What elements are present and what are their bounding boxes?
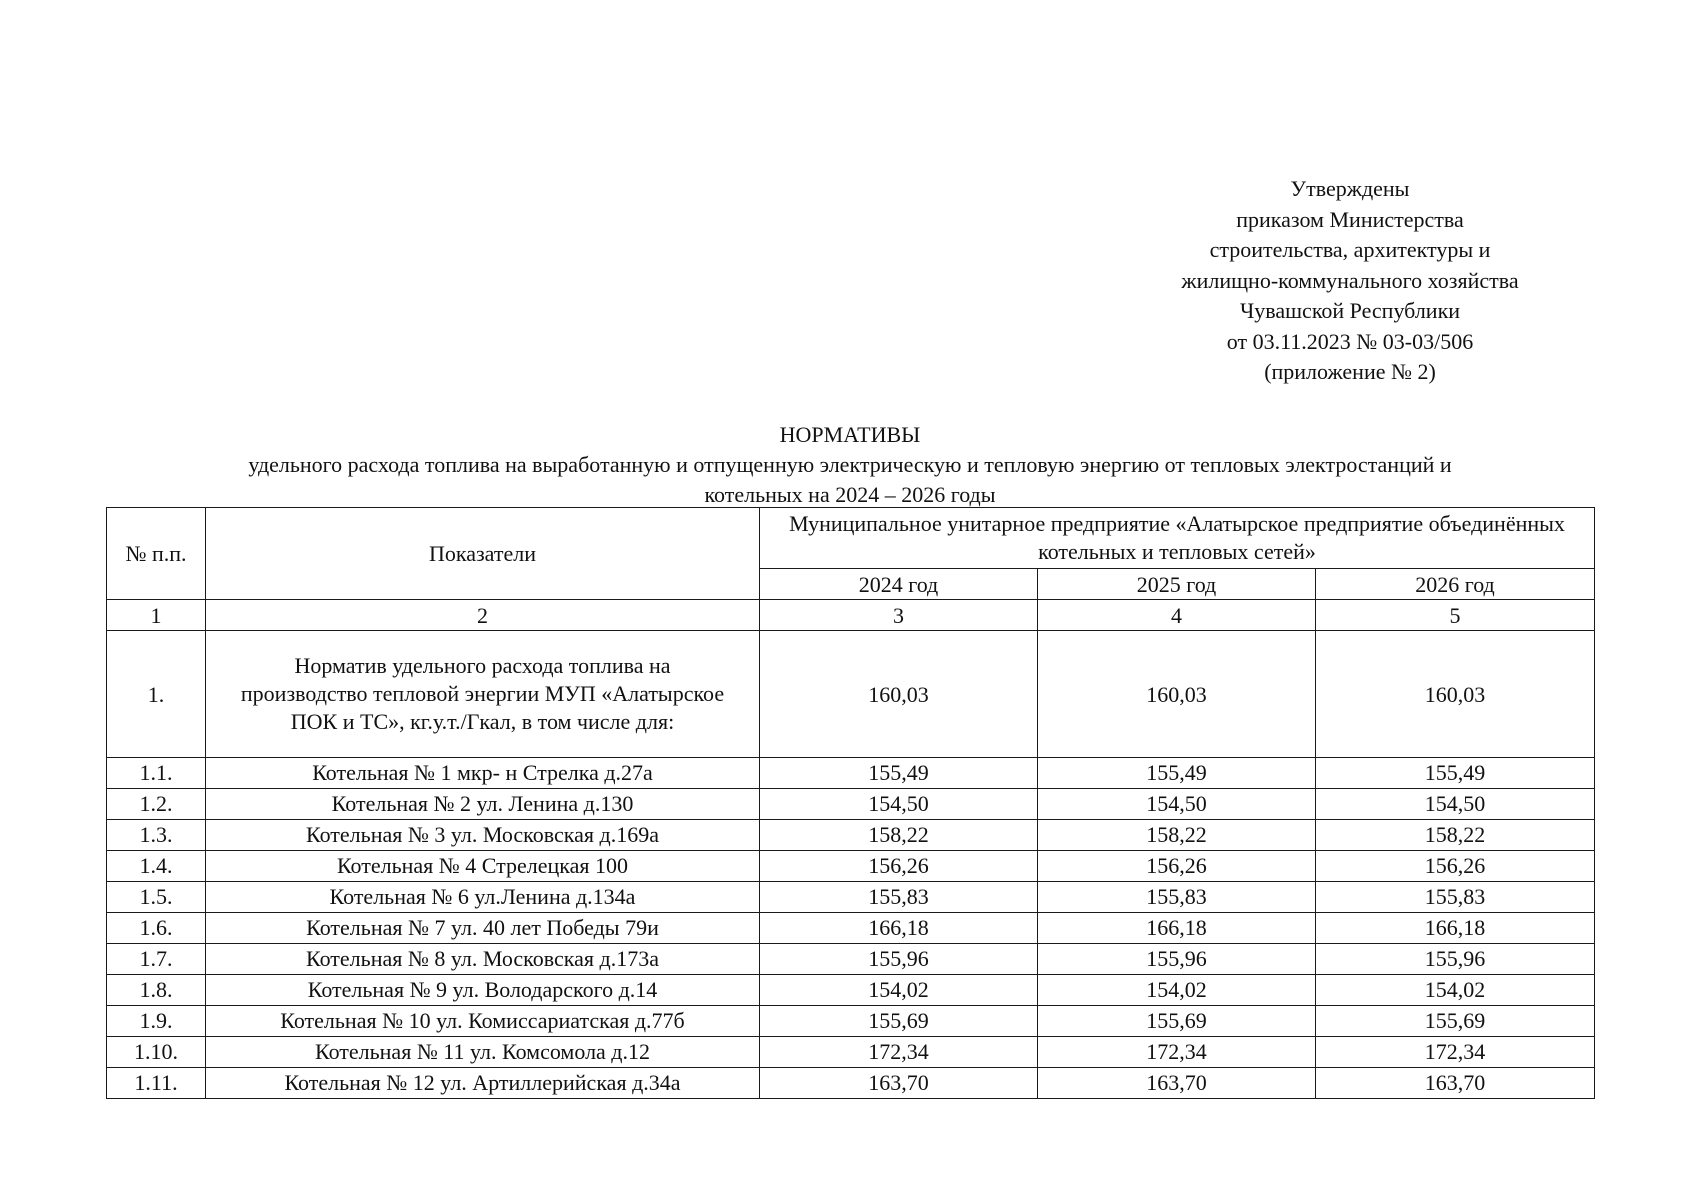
row-indicator: Котельная № 11 ул. Комсомола д.12 (206, 1037, 760, 1068)
row-value-2025: 155,96 (1038, 944, 1316, 975)
table-row (107, 789, 1595, 820)
row-value-2026: 154,02 (1316, 975, 1595, 1006)
row-value-2026: 160,03 (1316, 631, 1595, 758)
row-num: 1.2. (107, 789, 206, 820)
row-value-2024: 155,49 (760, 758, 1038, 789)
row-num: 1.3. (107, 820, 206, 851)
header-num: № п.п. (107, 508, 206, 600)
row-indicator: Котельная № 4 Стрелецкая 100 (206, 851, 760, 882)
row-value-2024: 166,18 (760, 913, 1038, 944)
row-num: 1.6. (107, 913, 206, 944)
row-indicator: Норматив удельного расхода топлива на производство тепловой энергии МУП «Алатырское ПОК и ТС», кг.у.т./Гкал, в том числе для: (206, 631, 760, 758)
row-value-2024: 154,02 (760, 975, 1038, 1006)
table-row (107, 944, 1595, 975)
row-indicator: Котельная № 7 ул. 40 лет Победы 79и (206, 913, 760, 944)
approval-block (1100, 174, 1600, 388)
table-row (107, 1068, 1595, 1099)
row-value-2024: 160,03 (760, 631, 1038, 758)
table-row (107, 913, 1595, 944)
row-value-2025: 155,69 (1038, 1006, 1316, 1037)
column-number: 3 (760, 600, 1038, 631)
row-num: 1.11. (107, 1068, 206, 1099)
row-num: 1.1. (107, 758, 206, 789)
approval-line: жилищно-коммунального хозяйства (1181, 267, 1519, 293)
row-indicator: Котельная № 6 ул.Ленина д.134а (206, 882, 760, 913)
row-value-2024: 172,34 (760, 1037, 1038, 1068)
column-number: 5 (1316, 600, 1595, 631)
row-indicator: Котельная № 10 ул. Комиссариатская д.77б (206, 1006, 760, 1037)
row-value-2025: 166,18 (1038, 913, 1316, 944)
row-num: 1.7. (107, 944, 206, 975)
column-number: 4 (1038, 600, 1316, 631)
row-num: 1.10. (107, 1037, 206, 1068)
row-value-2024: 154,50 (760, 789, 1038, 820)
column-numbers-row (107, 600, 1595, 631)
header-indicator: Показатели (206, 508, 760, 600)
row-value-2025: 160,03 (1038, 631, 1316, 758)
row-value-2026: 155,83 (1316, 882, 1595, 913)
row-value-2025: 156,26 (1038, 851, 1316, 882)
row-value-2026: 155,69 (1316, 1006, 1595, 1037)
row-indicator: Котельная № 3 ул. Московская д.169а (206, 820, 760, 851)
title-heading: НОРМАТИВЫ (779, 422, 921, 447)
row-value-2026: 172,34 (1316, 1037, 1595, 1068)
row-indicator: Котельная № 2 ул. Ленина д.130 (206, 789, 760, 820)
approval-line: от 03.11.2023 № 03-03/506 (1226, 328, 1474, 354)
row-value-2025: 154,02 (1038, 975, 1316, 1006)
column-number: 1 (107, 600, 206, 631)
table-row (107, 975, 1595, 1006)
row-value-2024: 156,26 (760, 851, 1038, 882)
row-value-2026: 158,22 (1316, 820, 1595, 851)
row-value-2024: 155,83 (760, 882, 1038, 913)
row-indicator: Котельная № 9 ул. Володарского д.14 (206, 975, 760, 1006)
table-row (107, 820, 1595, 851)
row-indicator: Котельная № 8 ул. Московская д.173а (206, 944, 760, 975)
main-norm-row (107, 631, 1595, 758)
row-value-2024: 158,22 (760, 820, 1038, 851)
column-number: 2 (206, 600, 760, 631)
row-num: 1.5. (107, 882, 206, 913)
row-value-2025: 155,83 (1038, 882, 1316, 913)
table-row (107, 851, 1595, 882)
title-line-1: удельного расхода топлива на выработанную и отпущенную электрическую и тепловую энергию от тепловых электростанций и (248, 452, 1452, 477)
approval-line: строительства, архитектуры и (1209, 237, 1491, 262)
row-indicator: Котельная № 12 ул. Артиллерийская д.34а (206, 1068, 760, 1099)
row-value-2024: 163,70 (760, 1068, 1038, 1099)
header-enterprise: Муниципальное унитарное предприятие «Алатырское предприятие объединённых котельных и тепловых сетей» (760, 508, 1595, 569)
row-value-2026: 156,26 (1316, 851, 1595, 882)
table-row (107, 1006, 1595, 1037)
table-row (107, 882, 1595, 913)
row-value-2025: 155,49 (1038, 758, 1316, 789)
header-row (107, 508, 1595, 569)
row-value-2026: 166,18 (1316, 913, 1595, 944)
table-row (107, 758, 1595, 789)
norms-table (106, 507, 1595, 1099)
row-value-2025: 154,50 (1038, 789, 1316, 820)
row-num: 1. (107, 631, 206, 758)
row-value-2025: 172,34 (1038, 1037, 1316, 1068)
approval-line: приказом Министерства (1236, 206, 1464, 232)
row-value-2026: 154,50 (1316, 789, 1595, 820)
row-value-2024: 155,96 (760, 944, 1038, 975)
row-value-2026: 163,70 (1316, 1068, 1595, 1099)
row-num: 1.9. (107, 1006, 206, 1037)
header-year-2024: 2024 год (760, 569, 1038, 600)
row-value-2026: 155,96 (1316, 944, 1595, 975)
row-value-2024: 155,69 (760, 1006, 1038, 1037)
approval-line: Чувашской Республики (1239, 298, 1461, 323)
title-line-2: котельных на 2024 – 2026 годы (704, 482, 996, 507)
table-row (107, 1037, 1595, 1068)
approval-line: Утверждены (1290, 176, 1410, 201)
row-num: 1.8. (107, 975, 206, 1006)
header-year-2026: 2026 год (1316, 569, 1595, 600)
row-value-2025: 158,22 (1038, 820, 1316, 851)
row-value-2025: 163,70 (1038, 1068, 1316, 1099)
header-year-2025: 2025 год (1038, 569, 1316, 600)
row-value-2026: 155,49 (1316, 758, 1595, 789)
row-num: 1.4. (107, 851, 206, 882)
approval-line: (приложение № 2) (1264, 359, 1436, 384)
row-indicator: Котельная № 1 мкр- н Стрелка д.27а (206, 758, 760, 789)
document-title (90, 420, 1610, 510)
